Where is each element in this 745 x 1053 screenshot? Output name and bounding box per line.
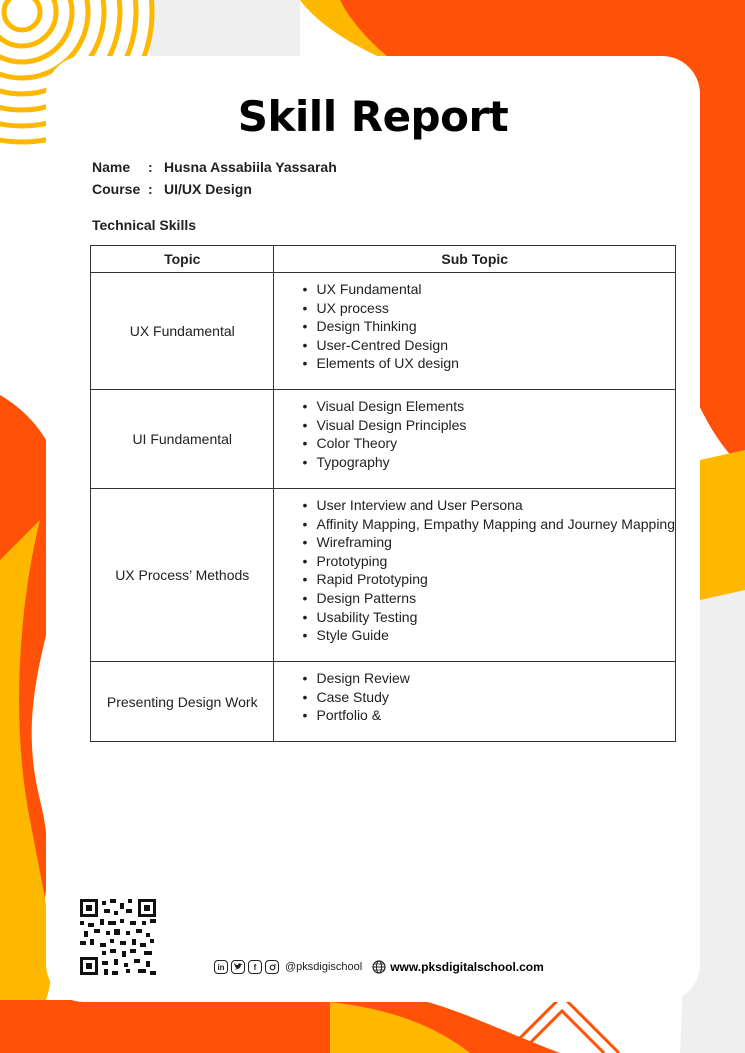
subtopic-item: • Case Study (298, 688, 675, 707)
subtopic-list (274, 280, 675, 373)
twitter-icon[interactable] (231, 960, 245, 974)
subtopic-item: • Style Guide (298, 626, 675, 645)
subtopic-item: • Rapid Prototyping (298, 570, 675, 589)
gray-blob-top (150, 0, 300, 60)
facebook-icon[interactable]: f (248, 960, 262, 974)
subtopic-item: • Design Patterns (298, 589, 675, 608)
subtopic-item: • Portfolio & (298, 706, 675, 725)
subtopic-item: • User-Centred Design (298, 336, 675, 355)
table-row (91, 662, 676, 742)
qr-code-icon (80, 899, 156, 975)
subtopic-cell (274, 273, 676, 390)
subtopic-item: • Elements of UX design (298, 354, 675, 373)
table-row (91, 390, 676, 489)
subtopic-cell (274, 489, 676, 662)
social-handle: @pksdigischool (285, 961, 363, 973)
course-label: Course (92, 181, 141, 197)
instagram-icon[interactable] (265, 960, 279, 974)
subtopic-list (274, 496, 675, 645)
website-link[interactable]: www.pksdigitalschool.com (390, 960, 544, 974)
topic-cell: UX Process’ Methods (91, 489, 274, 662)
subtopic-item: • User Interview and User Persona (298, 496, 675, 515)
header-subtopic: Sub Topic (274, 246, 676, 273)
table-header-row (91, 246, 676, 273)
subtopic-item: • Visual Design Elements (298, 397, 675, 416)
header-topic: Topic (91, 246, 274, 273)
name-value: Husna Assabiila Yassarah (164, 159, 337, 175)
name-label: Name (92, 159, 131, 175)
subtopic-list (274, 397, 675, 471)
subtopic-item: • UX Fundamental (298, 280, 675, 299)
table-row (91, 489, 676, 662)
name-row (92, 159, 337, 175)
yellow-blob-right (700, 450, 745, 600)
name-separator: : (148, 159, 153, 175)
topic-cell: UI Fundamental (91, 390, 274, 489)
subtopic-cell (274, 662, 676, 742)
skills-table (90, 245, 676, 742)
subtopic-item: • Typography (298, 453, 675, 472)
subtopic-item: • UX process (298, 299, 675, 318)
section-title: Technical Skills (92, 217, 197, 233)
globe-icon (372, 960, 386, 974)
subtopic-item: • Wireframing (298, 533, 675, 552)
topic-cell: UX Fundamental (91, 273, 274, 390)
course-separator: : (148, 181, 153, 197)
subtopic-item: • Color Theory (298, 434, 675, 453)
course-value: UI/UX Design (164, 181, 252, 197)
subtopic-list (274, 669, 675, 725)
subtopic-item: • Prototyping (298, 552, 675, 571)
subtopic-cell (274, 390, 676, 489)
table-row (91, 273, 676, 390)
subtopic-item: • Usability Testing (298, 608, 675, 627)
footer-bar (214, 958, 544, 976)
linkedin-icon[interactable]: in (214, 960, 228, 974)
subtopic-item: • Design Review (298, 669, 675, 688)
subtopic-item: • Affinity Mapping, Empathy Mapping and Journey Mapping (298, 515, 675, 534)
topic-cell: Presenting Design Work (91, 662, 274, 742)
course-row (92, 181, 252, 197)
subtopic-item: • Visual Design Principles (298, 416, 675, 435)
page-title: Skill Report (237, 92, 509, 141)
subtopic-item: • Design Thinking (298, 317, 675, 336)
